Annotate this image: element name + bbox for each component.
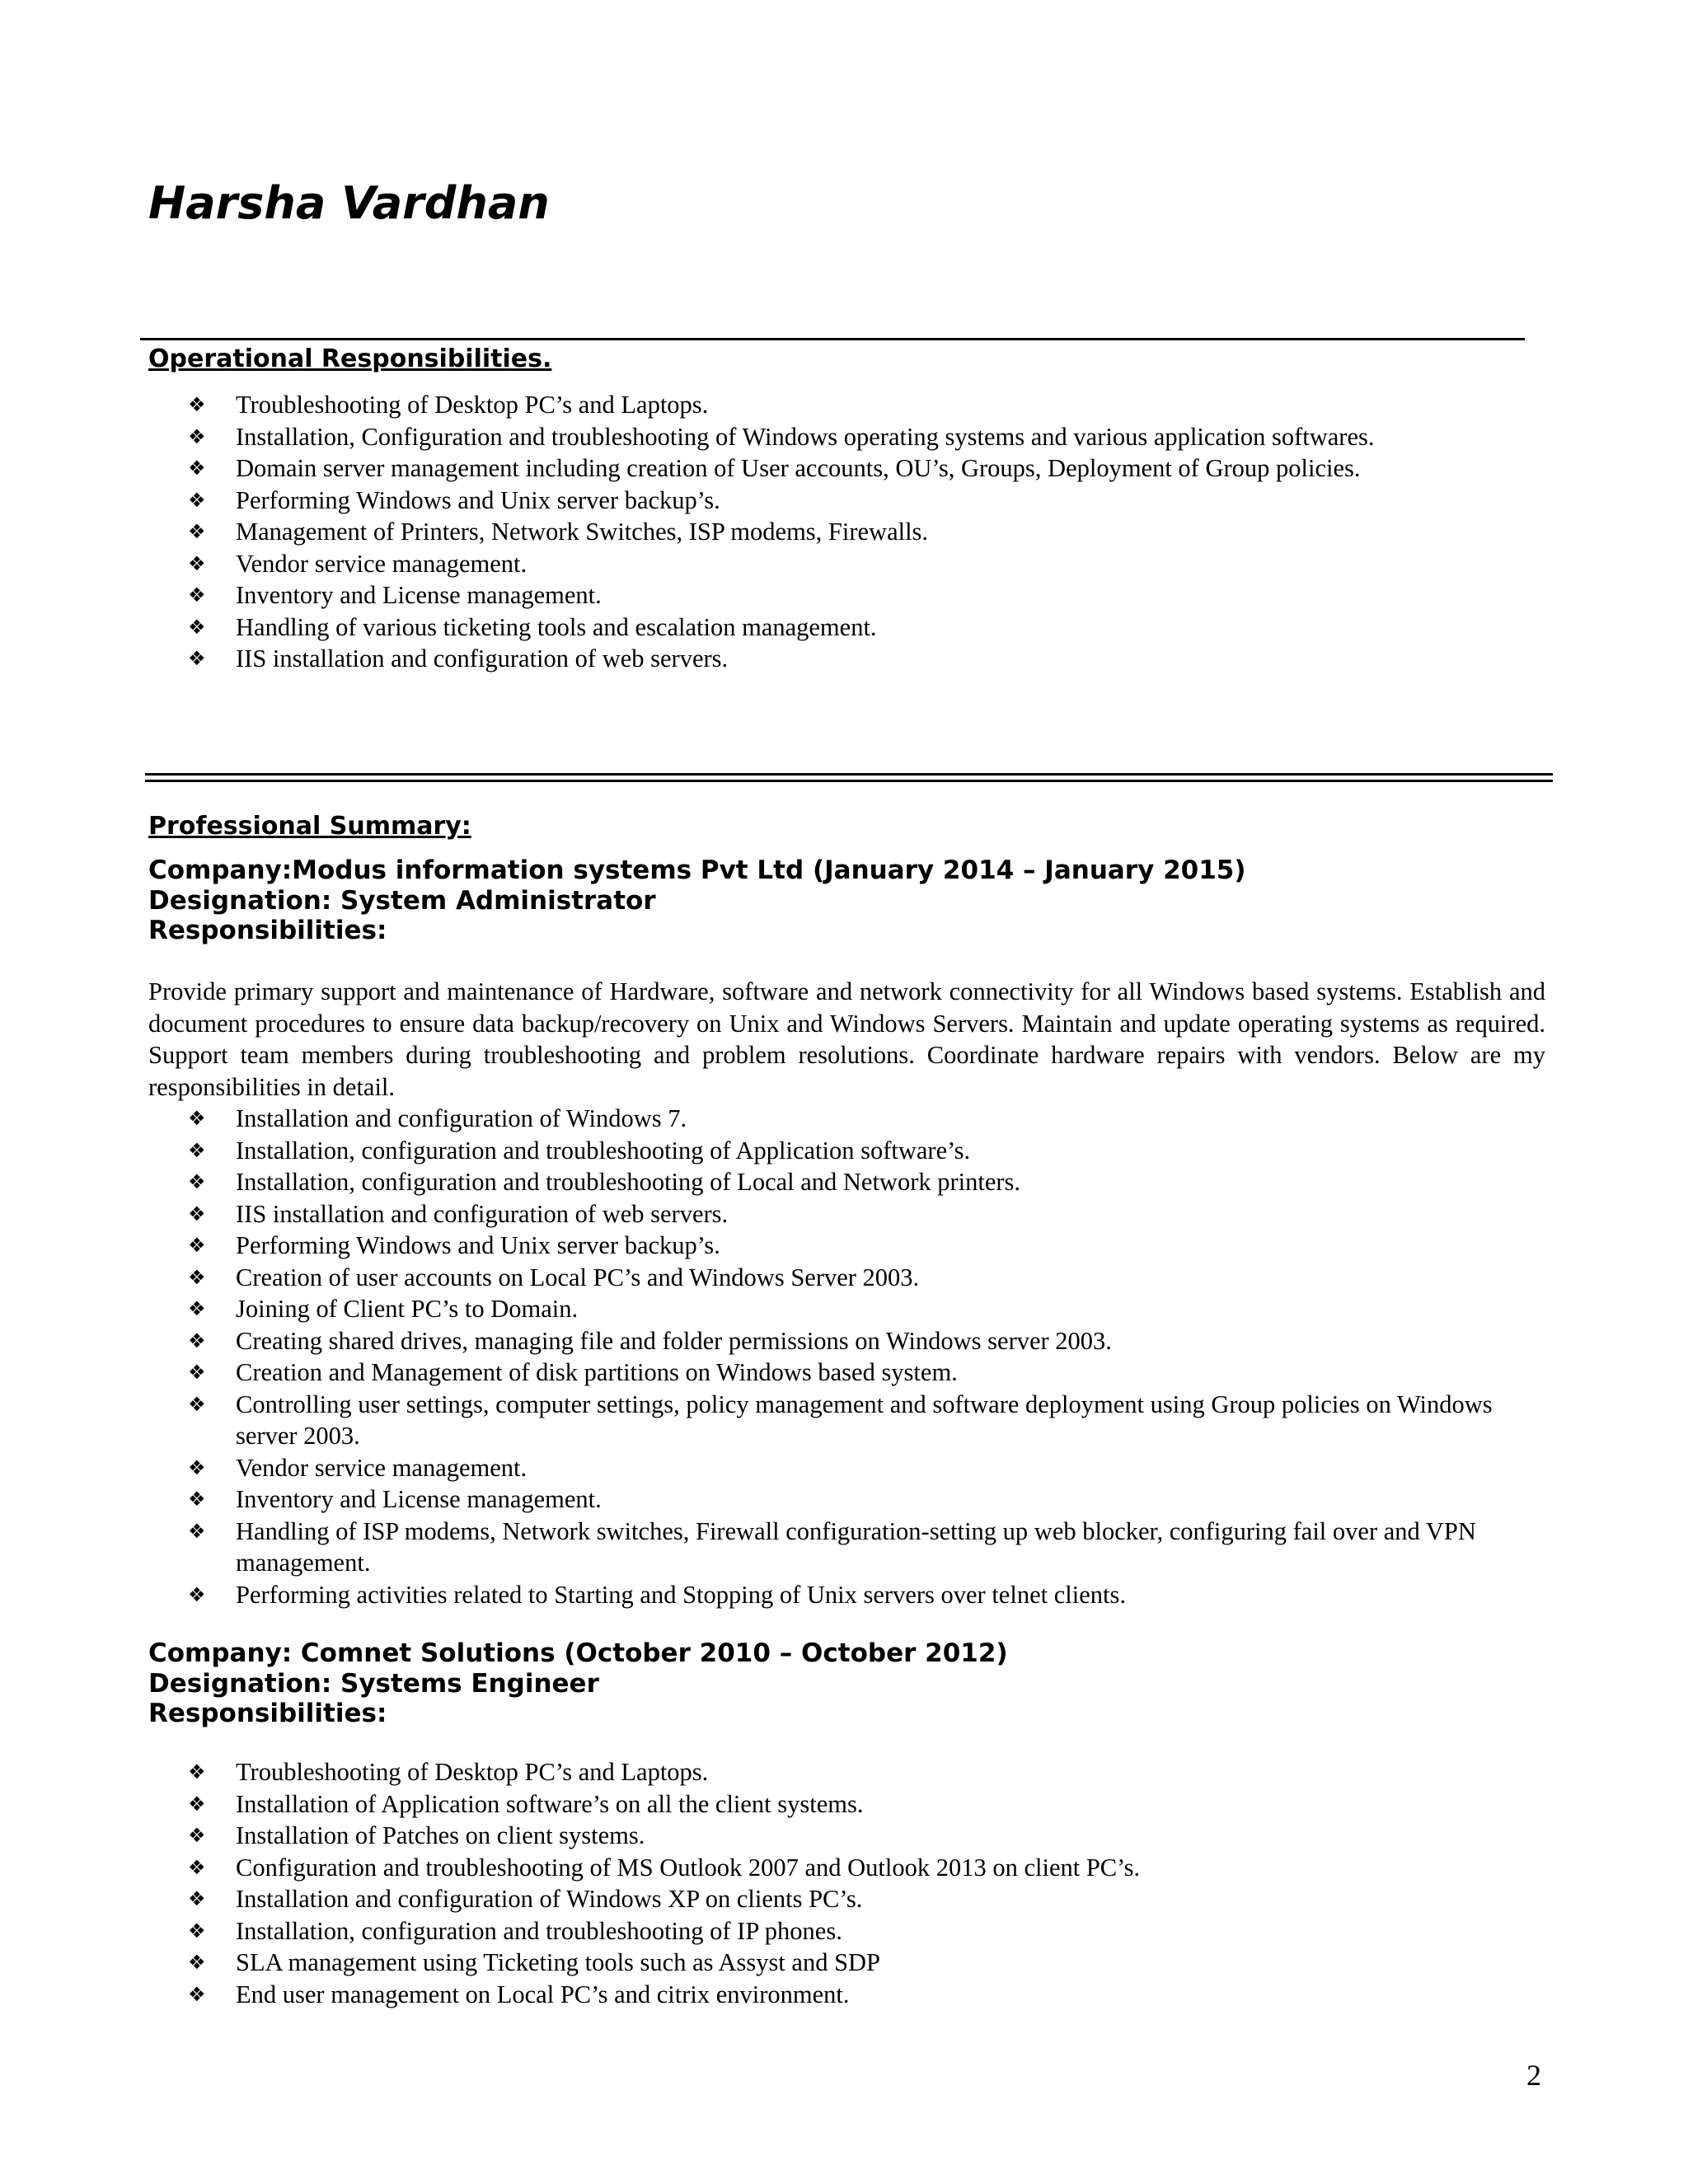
bullet-icon: ❖ (188, 1919, 206, 1943)
bullet-icon: ❖ (188, 1107, 206, 1130)
list-item-text: Installation, configuration and troubleshooting of IP phones. (236, 1916, 842, 1945)
job1-intro: Provide primary support and maintenance of Hardware, software and network connectivity for all Windows based systems. Establish and document procedures to ensure data backup/recovery on Unix and Windows Servers. Maintain and update operating systems as required. Support team members during troubleshooting and problem resolutions. Coordinate hardware repairs with vendors. Below are my responsibilities in detail. (148, 977, 1545, 1101)
list-item (188, 1325, 1548, 1357)
bullet-icon: ❖ (188, 1297, 206, 1320)
list-item (188, 1135, 1548, 1167)
list-item (188, 1979, 1548, 2011)
top-divider (140, 338, 1525, 340)
list-item (188, 1166, 1548, 1198)
list-item-text: Inventory and License management. (236, 581, 602, 609)
operational-list (188, 389, 1548, 675)
list-item-text: Configuration and troubleshooting of MS Outlook 2007 and Outlook 2013 on client PC’s. (236, 1853, 1141, 1882)
bullet-icon: ❖ (188, 1392, 206, 1416)
list-item-text: Troubleshooting of Desktop PC’s and Laptops. (236, 391, 709, 419)
list-item-text: Performing activities related to Starting and Stopping of Unix servers over telnet clients. (236, 1580, 1126, 1609)
list-item (188, 1756, 1548, 1788)
list-item-text: Creation of user accounts on Local PC’s and Windows Server 2003. (236, 1263, 920, 1291)
list-item (188, 1452, 1548, 1484)
list-item (188, 389, 1548, 421)
bullet-icon: ❖ (188, 615, 206, 639)
list-item-text: Creation and Management of disk partitions on Windows based system. (236, 1358, 958, 1386)
bullet-icon: ❖ (188, 1887, 206, 1910)
page-number: 2 (1526, 2059, 1541, 2092)
list-item-text: Controlling user settings, computer settings, policy management and software deployment using Group policies on Windows server 2003. (236, 1390, 1493, 1450)
list-item (188, 1262, 1548, 1294)
list-item-text: Installation of Application software’s on all the client systems. (236, 1789, 864, 1818)
bullet-icon: ❖ (188, 1951, 206, 1974)
section-divider (145, 773, 1553, 782)
list-item-text: Troubleshooting of Desktop PC’s and Laptops. (236, 1758, 709, 1786)
job1-company: Company:Modus information systems Pvt Ltd (January 2014 – January 2015) (148, 855, 1246, 885)
list-item-text: Joining of Client PC’s to Domain. (236, 1295, 579, 1323)
bullet-icon: ❖ (188, 1202, 206, 1226)
list-item (188, 1293, 1548, 1325)
bullet-icon: ❖ (188, 1265, 206, 1289)
list-item (188, 485, 1548, 517)
list-item-text: Inventory and License management. (236, 1485, 602, 1513)
job1-header (148, 855, 1246, 946)
list-item-text: Installation, Configuration and troubleshooting of Windows operating systems and various application softwares. (236, 422, 1375, 451)
list-item-text: Installation and configuration of Windows XP on clients PC’s. (236, 1885, 863, 1913)
bullet-icon: ❖ (188, 1824, 206, 1847)
bullet-icon: ❖ (188, 1455, 206, 1479)
bullet-icon: ❖ (188, 1760, 206, 1783)
bullet-icon: ❖ (188, 1982, 206, 2006)
list-item-text: End user management on Local PC’s and citrix environment. (236, 1980, 850, 2008)
candidate-name: Harsha Vardhan (148, 177, 550, 229)
list-item (188, 1788, 1548, 1821)
list-item-text: SLA management using Ticketing tools such as Assyst and SDP (236, 1948, 881, 1976)
bullet-icon: ❖ (188, 457, 206, 480)
job2-designation: Designation: Systems Engineer (148, 1668, 599, 1699)
bullet-icon: ❖ (188, 1792, 206, 1816)
list-item-text: Installation of Patches on client systems. (236, 1821, 645, 1849)
bullet-icon: ❖ (188, 551, 206, 575)
bullet-icon: ❖ (188, 1582, 206, 1606)
list-item (188, 1516, 1548, 1579)
list-item (188, 1852, 1548, 1884)
list-item (188, 1883, 1548, 1915)
bullet-icon: ❖ (188, 1855, 206, 1879)
list-item (188, 1198, 1548, 1230)
list-item-text: Creating shared drives, managing file and folder permissions on Windows server 2003. (236, 1326, 1112, 1355)
list-item (188, 516, 1548, 548)
list-item (188, 548, 1548, 580)
list-item (188, 452, 1548, 485)
job2-list (188, 1756, 1548, 2010)
list-item (188, 1103, 1548, 1135)
bullet-icon: ❖ (188, 424, 206, 448)
operational-heading: Operational Responsibilities. (148, 344, 552, 373)
list-item (188, 1389, 1548, 1452)
list-item-text: Management of Printers, Network Switches, ISP modems, Firewalls. (236, 518, 929, 546)
list-item-text: Performing Windows and Unix server backup’s. (236, 1231, 720, 1259)
bullet-icon: ❖ (188, 393, 206, 416)
list-item-text: Handling of ISP modems, Network switches, Firewall configuration-setting up web blocker, configuring fail over and VPN management. (236, 1516, 1476, 1577)
list-item (188, 1820, 1548, 1852)
bullet-icon: ❖ (188, 1329, 206, 1352)
list-item (188, 1483, 1548, 1516)
summary-heading: Professional Summary: (148, 812, 471, 841)
job1-designation: Designation: System Administrator (148, 885, 656, 916)
list-item-text: Vendor service management. (236, 549, 528, 578)
list-item (188, 1915, 1548, 1947)
list-item-text: Domain server management including creation of User accounts, OU’s, Groups, Deployment of Group policies. (236, 454, 1361, 482)
bullet-icon: ❖ (188, 647, 206, 670)
job2-company: Company: Comnet Solutions (October 2010 – October 2012) (148, 1638, 1008, 1668)
list-item-text: Installation, configuration and troubleshooting of Local and Network printers. (236, 1168, 1021, 1196)
list-item (188, 421, 1548, 453)
list-item (188, 579, 1548, 612)
job1-responsibilities-label: Responsibilities: (148, 916, 387, 945)
list-item-text: IIS installation and configuration of web servers. (236, 644, 729, 673)
list-item-text: IIS installation and configuration of web servers. (236, 1199, 729, 1228)
job2-responsibilities-label: Responsibilities: (148, 1699, 387, 1728)
list-item-text: Vendor service management. (236, 1453, 528, 1482)
bullet-icon: ❖ (188, 1138, 206, 1162)
list-item-text: Handling of various ticketing tools and escalation management. (236, 612, 877, 641)
list-item (188, 643, 1548, 675)
list-item-text: Installation and configuration of Windows 7. (236, 1104, 687, 1132)
job2-header (148, 1638, 1008, 1729)
list-item-text: Installation, configuration and troubleshooting of Application software’s. (236, 1136, 971, 1165)
bullet-icon: ❖ (188, 1488, 206, 1511)
bullet-icon: ❖ (188, 1234, 206, 1257)
list-item (188, 1947, 1548, 1979)
list-item (188, 1357, 1548, 1389)
list-item (188, 612, 1548, 644)
bullet-icon: ❖ (188, 1519, 206, 1543)
bullet-icon: ❖ (188, 583, 206, 607)
list-item-text: Performing Windows and Unix server backup’s. (236, 485, 720, 514)
list-item (188, 1579, 1548, 1611)
bullet-icon: ❖ (188, 488, 206, 512)
job1-list (188, 1103, 1548, 1610)
bullet-icon: ❖ (188, 1361, 206, 1384)
bullet-icon: ❖ (188, 1170, 206, 1193)
list-item (188, 1230, 1548, 1262)
bullet-icon: ❖ (188, 520, 206, 543)
